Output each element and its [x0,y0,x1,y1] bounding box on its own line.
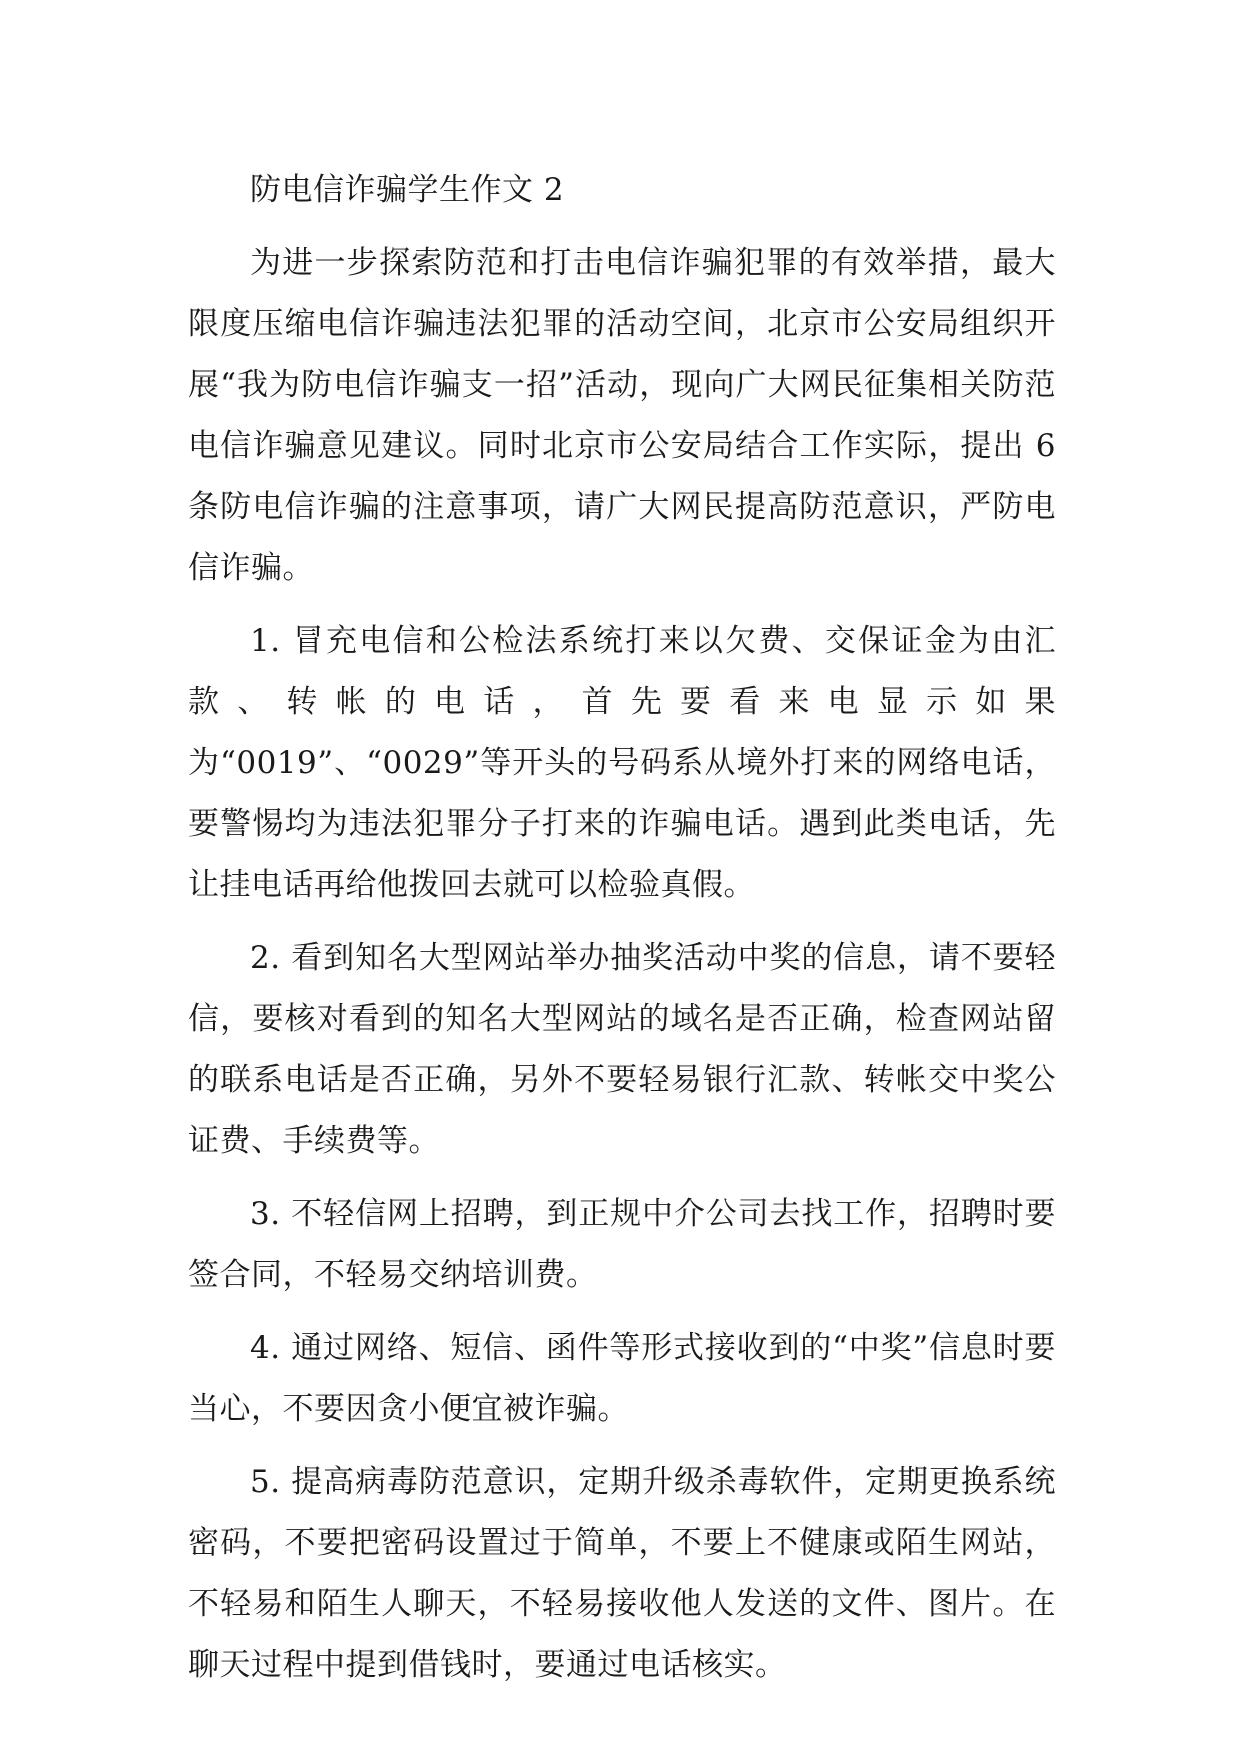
tip-paragraph-5: 5. 提高病毒防范意识，定期升级杀毒软件，定期更换系统密码，不要把密码设置过于简单，不要上不健康或陌生网站，不轻易和陌生人聊天，不轻易接收他人发送的文件、图片。在聊天过程中提到借钱时，要通过电话核实。 [188,1464,1056,1683]
tip-paragraph-3: 3. 不轻信网上招聘，到正规中介公司去找工作，招聘时要签合同，不轻易交纳培训费。 [188,1196,1056,1293]
intro-paragraph: 为进一步探索防范和打击电信诈骗犯罪的有效举措，最大限度压缩电信诈骗违法犯罪的活动空间，北京市公安局组织开展“我为防电信诈骗支一招”活动，现向广大网民征集相关防范电信诈骗意见建议。同时北京市公安局结合工作实际，提出 6 条防电信诈骗的注意事项，请广大网民提高防范意识，严防电信诈骗。 [188,245,1056,586]
document-body [188,160,1056,1696]
tip-paragraph-2: 2. 看到知名大型网站举办抽奖活动中奖的信息，请不要轻信，要核对看到的知名大型网站的域名是否正确，检查网站留的联系电话是否正确，另外不要轻易银行汇款、转帐交中奖公证费、手续费等。 [188,940,1056,1159]
tip-paragraph-4: 4. 通过网络、短信、函件等形式接收到的“中奖”信息时要当心，不要因贪小便宜被诈骗。 [188,1330,1056,1427]
tip-paragraph-1: 1. 冒充电信和公检法系统打来以欠费、交保证金为由汇款、转帐的电话，首先要看来电显示如果为“0019”、“0029”等开头的号码系从境外打来的网络电话，要警惕均为违法犯罪分子打来的诈骗电话。遇到此类电话，先让挂电话再给他拨回去就可以检验真假。 [188,623,1056,903]
document-title: 防电信诈骗学生作文 2 [250,172,565,208]
